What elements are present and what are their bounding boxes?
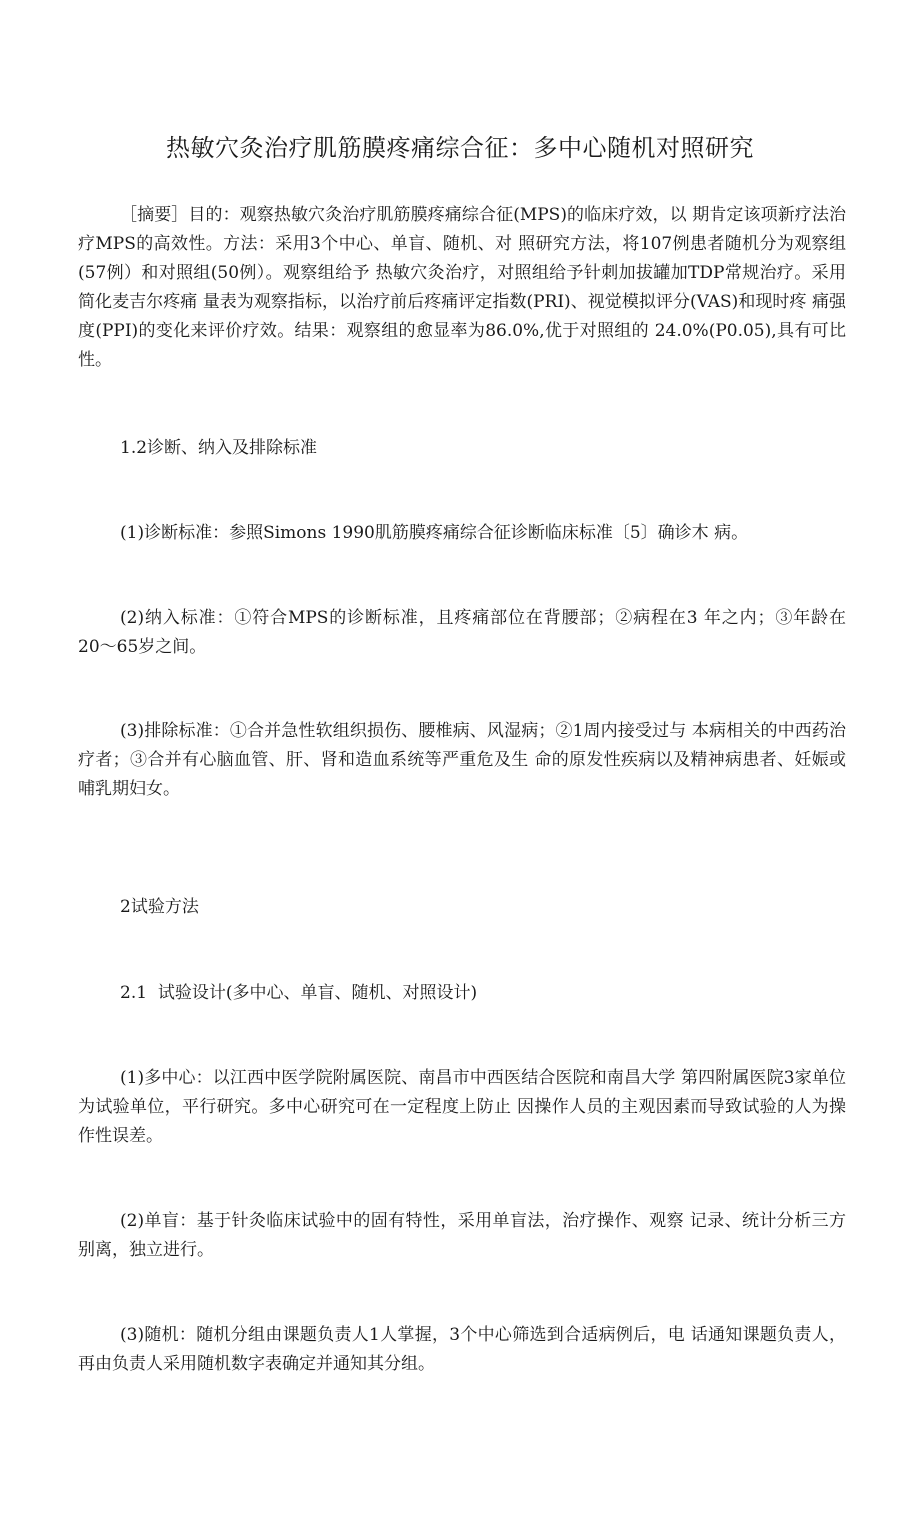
- single-blind-paragraph: (2)单盲：基于针灸临床试验中的固有特性，采用单盲法，治疗操作、观察 记录、统计分析三方别离，独立进行。: [78, 1211, 846, 1260]
- paper-title: 热敏穴灸治疗肌筋膜疼痛综合征：多中心随机对照研究: [166, 134, 754, 162]
- abstract-paragraph: ［摘要］目的：观察热敏穴灸治疗肌筋膜疼痛综合征(MPS)的临床疗效，以 期肯定该项新疗法治疗MPS的高效性。方法：采用3个中心、单盲、随机、对 照研究方法，将107例患者随机分为观察组(57例）和对照组(50例）。观察组给予 热敏穴灸治疗，对照组给予针刺加拔罐加TDP常规治疗。采用简化麦吉尔疼痛 量表为观察指标，以治疗前后疼痛评定指数(PRI)、视觉模拟评分(VAS)和现时疼 痛强度(PPI)的变化来评价疗效。结果：观察组的愈显率为86.0%,优于对照组的 24.0%(P0.05),具有可比性。: [78, 205, 846, 370]
- multicenter-paragraph: (1)多中心：以江西中医学院附属医院、南昌市中西医结合医院和南昌大学 第四附属医院3家单位为试验单位，平行研究。多中心研究可在一定程度上防止 因操作人员的主观因素而导致试验的人为操作性误差。: [78, 1068, 846, 1146]
- inclusion-criteria-paragraph: (2)纳入标准：①符合MPS的诊断标准，且疼痛部位在背腰部；②病程在3 年之内；③年龄在20〜65岁之间。: [78, 608, 846, 657]
- diagnosis-criteria-paragraph: (1)诊断标准：参照Simons 1990肌筋膜疼痛综合征诊断临床标准〔5〕确诊木 病。: [120, 523, 749, 543]
- section-1-2-heading: 1.2诊断、纳入及排除标准: [120, 438, 318, 458]
- section-2-1-heading: 2.1 试验设计(多中心、单盲、随机、对照设计): [120, 983, 478, 1003]
- section-2-heading: 2试验方法: [120, 897, 199, 917]
- randomization-paragraph: (3)随机：随机分组由课题负责人1人掌握，3个中心筛选到合适病例后，电 话通知课题负责人，再由负责人采用随机数字表确定并通知其分组。: [78, 1325, 846, 1374]
- exclusion-criteria-paragraph: (3)排除标准：①合并急性软组织损伤、腰椎病、风湿病；②1周内接受过与 本病相关的中西药治疗者；③合并有心脑血管、肝、肾和造血系统等严重危及生 命的原发性疾病以及精神病患者、妊娠或哺乳期妇女。: [78, 721, 846, 799]
